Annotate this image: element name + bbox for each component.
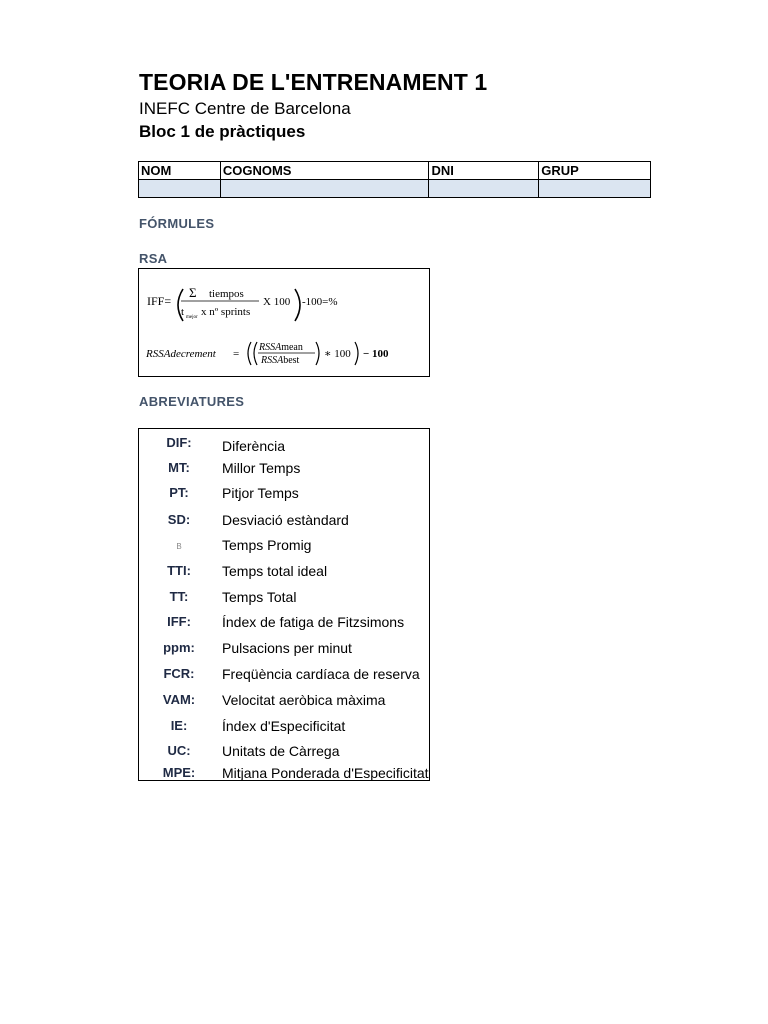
list-item <box>139 743 429 765</box>
rssa-tail: − 100 <box>363 348 389 360</box>
abbr-key: B <box>176 542 182 551</box>
denominator-sub: mejor <box>186 315 198 320</box>
nom-cell[interactable] <box>139 180 221 198</box>
abbr-value: Índex de fatiga de Fitzsimons <box>222 614 405 630</box>
header-dni: DNI <box>429 162 539 180</box>
abbr-key: UC: <box>167 743 191 758</box>
denominator-t: t <box>181 306 185 318</box>
rssa-inner-open <box>254 342 257 365</box>
header-nom: NOM <box>139 162 221 180</box>
abbr-value: Freqüència cardíaca de reserva <box>222 666 420 682</box>
sum-symbol: Σ <box>189 285 197 300</box>
list-item <box>139 666 429 688</box>
abbr-key: IFF: <box>167 614 191 629</box>
abbreviations-box <box>138 428 430 781</box>
abbr-value: Temps Promig <box>222 537 312 553</box>
abbr-key: MT: <box>168 460 190 475</box>
denominator-rest: x nº sprints <box>201 306 251 318</box>
abbr-value: Índex d'Especificitat <box>222 718 346 734</box>
abbr-key: DIF: <box>166 435 192 450</box>
rssa-eq: = <box>233 348 240 360</box>
cognoms-cell[interactable] <box>220 180 429 198</box>
abbr-key: IE: <box>170 718 188 733</box>
abbr-value: Unitats de Càrrega <box>222 743 340 759</box>
header-grup: GRUP <box>539 162 651 180</box>
list-item <box>139 485 429 507</box>
abbr-value: Temps total ideal <box>222 563 328 579</box>
rssa-mult: ∗ 100 <box>324 348 351 360</box>
list-item <box>139 537 429 559</box>
page-title: TEORIA DE L'ENTRENAMENT 1 <box>139 69 488 95</box>
table-input-row <box>139 180 651 198</box>
rssa-outer-close <box>355 342 358 365</box>
student-info-table <box>138 161 651 198</box>
list-item <box>139 765 429 787</box>
abbr-key: VAM: <box>162 692 196 707</box>
abbr-key: TTI: <box>167 563 191 578</box>
rssa-num: RSSAmean <box>259 342 303 353</box>
rsa-heading: RSA <box>139 251 168 266</box>
formula-box <box>138 268 430 377</box>
list-item <box>139 589 429 611</box>
list-item <box>139 563 429 585</box>
abbr-key: TT: <box>169 589 189 604</box>
abreviatures-heading: ABREVIATURES <box>139 394 245 409</box>
abbr-value: Millor Temps <box>222 460 301 476</box>
abbr-value: Mitjana Ponderada d'Especificitat <box>222 765 429 781</box>
dni-cell[interactable] <box>429 180 539 198</box>
bloc-heading: Bloc 1 de pràctiques <box>139 122 306 141</box>
list-item <box>139 435 429 457</box>
formula-numerator: tiempos <box>209 288 244 300</box>
times-100: X 100 <box>263 296 291 308</box>
abbr-value: Diferència <box>222 438 286 454</box>
abbr-key: ppm: <box>163 640 195 655</box>
rssa-inner-close <box>316 342 319 365</box>
rssa-outer-open <box>248 342 251 365</box>
abbr-key: SD: <box>167 512 191 527</box>
list-item <box>139 640 429 662</box>
abbr-value: Pitjor Temps <box>222 485 299 501</box>
abbr-value: Pulsacions per minut <box>222 640 352 656</box>
list-item <box>139 692 429 714</box>
abbr-value: Temps Total <box>222 589 297 605</box>
grup-cell[interactable] <box>539 180 651 198</box>
list-item <box>139 614 429 636</box>
list-item <box>139 512 429 534</box>
formula-tail: -100=% <box>302 296 338 308</box>
abbr-key: MPE: <box>162 765 196 780</box>
abbr-key: FCR: <box>163 666 195 681</box>
close-paren <box>295 289 300 321</box>
formules-heading: FÓRMULES <box>139 216 215 231</box>
rssa-lhs: RSSAdecrement <box>146 348 216 360</box>
iff-lhs: IFF= <box>147 294 172 308</box>
table-header-row <box>139 162 651 180</box>
institution-subtitle: INEFC Centre de Barcelona <box>139 99 351 118</box>
list-item <box>139 718 429 740</box>
formula-image <box>139 269 429 376</box>
abbr-value: Desviació estàndard <box>222 512 349 528</box>
abbr-key: PT: <box>169 485 189 500</box>
list-item <box>139 460 429 482</box>
rssa-den: RSSAbest <box>261 355 300 366</box>
abbr-value: Velocitat aeròbica màxima <box>222 692 386 708</box>
header-cognoms: COGNOMS <box>220 162 429 180</box>
